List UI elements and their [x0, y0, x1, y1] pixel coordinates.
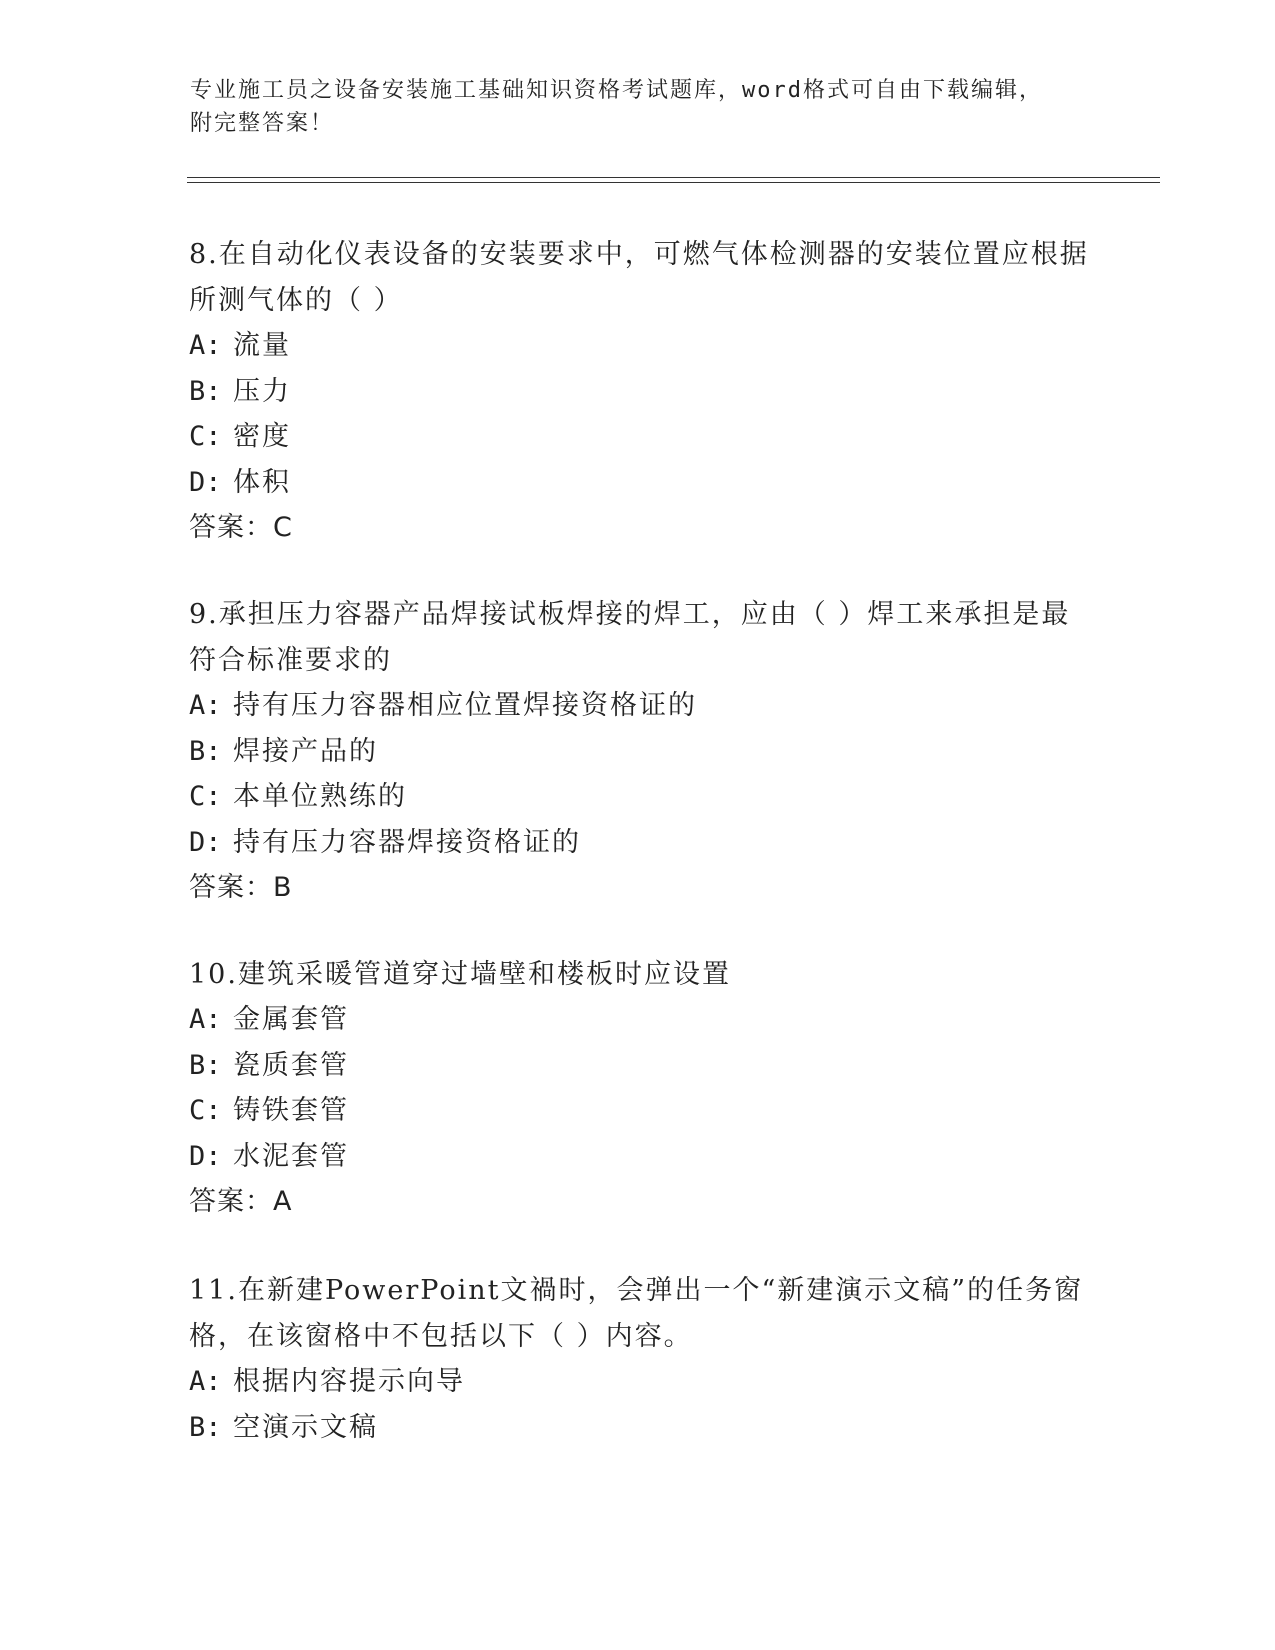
header-line-2: 附完整答案！	[190, 111, 335, 136]
option-text: 水泥套管	[233, 1140, 349, 1172]
option-text: 持有压力容器相应位置焊接资格证的	[233, 690, 697, 721]
option-letter: D:	[189, 1140, 222, 1172]
option-c	[189, 774, 1089, 820]
option-a	[189, 997, 1089, 1043]
option-text: 流量	[233, 330, 291, 361]
option-c	[189, 414, 1089, 460]
option-letter: B:	[189, 375, 222, 407]
option-letter: C:	[189, 1095, 222, 1126]
option-letter: A:	[189, 1004, 222, 1035]
option-letter: D:	[189, 466, 222, 498]
option-letter: A:	[189, 330, 222, 361]
option-text: 持有压力容器焊接资格证的	[233, 826, 581, 858]
option-text: 密度	[233, 421, 291, 452]
header-divider-bottom	[187, 182, 1160, 183]
option-text: 本单位熟练的	[233, 781, 407, 812]
option-d	[189, 460, 1089, 506]
option-a	[189, 683, 1089, 729]
option-letter: A:	[189, 1366, 222, 1397]
question-text: 9.承担压力容器产品焊接试板焊接的焊工，应由（ ）焊工来承担是最符合标准要求的	[189, 599, 1071, 676]
option-text: 空演示文稿	[233, 1411, 378, 1443]
option-text: 焊接产品的	[233, 735, 378, 767]
document-header	[190, 74, 1090, 140]
answer-line: 答案：C	[189, 512, 293, 543]
option-letter: C:	[189, 421, 222, 452]
question-block	[189, 232, 1089, 551]
option-letter: C:	[189, 781, 222, 812]
option-letter: B:	[189, 1049, 222, 1081]
option-text: 金属套管	[233, 1004, 349, 1035]
option-b	[189, 1043, 1089, 1089]
option-text: 铸铁套管	[233, 1095, 349, 1126]
question-block	[189, 1268, 1089, 1450]
question-block	[189, 592, 1089, 911]
option-letter: B:	[189, 735, 222, 767]
header-line-1: 专业施工员之设备安装施工基础知识资格考试题库，word格式可自由下载编辑，	[190, 78, 1043, 103]
option-a	[189, 1359, 1089, 1405]
question-text: 10.建筑采暖管道穿过墙壁和楼板时应设置	[189, 959, 731, 990]
option-text: 压力	[233, 375, 291, 407]
question-text: 8.在自动化仪表设备的安装要求中，可燃气体检测器的安装位置应根据所测气体的（ ）	[189, 239, 1089, 316]
answer-line: 答案：B	[189, 872, 293, 903]
option-b	[189, 1405, 1089, 1451]
option-letter: A:	[189, 690, 222, 721]
option-text: 根据内容提示向导	[233, 1366, 465, 1397]
option-a	[189, 323, 1089, 369]
option-c	[189, 1088, 1089, 1134]
question-text: 11.在新建PowerPoint文禍时，会弹出一个“新建演示文稿”的任务窗格，在该窗格中不包括以下（ ）内容。	[189, 1275, 1084, 1352]
option-letter: D:	[189, 826, 222, 858]
option-b	[189, 369, 1089, 415]
option-letter: B:	[189, 1411, 222, 1443]
option-text: 体积	[233, 466, 291, 498]
question-block	[189, 952, 1089, 1225]
option-d	[189, 1134, 1089, 1180]
option-d	[189, 820, 1089, 866]
header-divider-top	[187, 177, 1160, 178]
option-text: 瓷质套管	[233, 1049, 349, 1081]
option-b	[189, 729, 1089, 775]
answer-line: 答案：A	[189, 1186, 293, 1217]
